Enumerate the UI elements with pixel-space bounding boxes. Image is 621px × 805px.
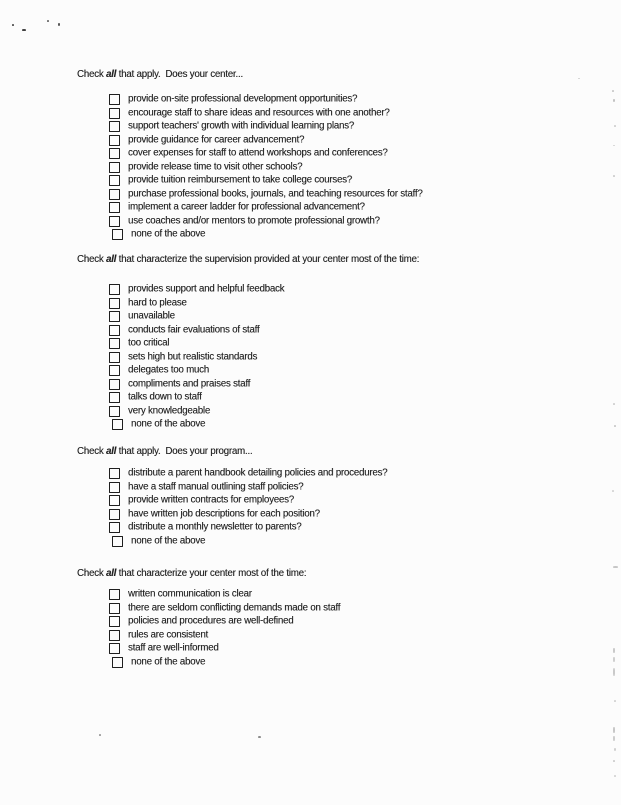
- checklist-item: [112, 656, 340, 670]
- checklist-item-label: distribute a parent handbook detailing policies and procedures?: [128, 467, 388, 479]
- checklist-item-label: cover expenses for staff to attend workshops and conferences?: [128, 147, 388, 159]
- heading-prefix: Check: [77, 69, 106, 80]
- checklist-item-label: talks down to staff: [128, 391, 202, 403]
- checkbox-icon[interactable]: [109, 338, 120, 349]
- checklist-item: [109, 602, 340, 616]
- checklist-item: [109, 508, 387, 522]
- checkbox-icon[interactable]: [109, 616, 120, 627]
- section-heading: [77, 568, 306, 580]
- checkbox-icon[interactable]: [109, 509, 120, 520]
- heading-emphasis: all: [105, 254, 117, 265]
- checklist-item-label: none of the above: [131, 535, 206, 547]
- checklist-item-label: hard to please: [128, 297, 187, 309]
- checklist-item-label: have written job descriptions for each position?: [128, 508, 320, 520]
- scan-speck: [613, 760, 615, 762]
- checklist-item: [109, 201, 423, 215]
- checkbox-icon[interactable]: [109, 392, 120, 403]
- checklist: [109, 93, 423, 242]
- scan-speck: [99, 734, 101, 736]
- scan-speck: [614, 125, 616, 127]
- checkbox-icon[interactable]: [112, 419, 123, 430]
- checklist-item-label: distribute a monthly newsletter to parents?: [128, 521, 302, 533]
- checklist-item: [109, 310, 284, 324]
- checkbox-icon[interactable]: [109, 216, 120, 227]
- pen-mark: [12, 24, 14, 26]
- checklist-item-label: provide release time to visit other schools?: [128, 161, 303, 173]
- checklist-item: [109, 337, 284, 351]
- checklist-item-label: provide tuition reimbursement to take college courses?: [128, 174, 352, 186]
- checkbox-icon[interactable]: [109, 148, 120, 159]
- heading-prefix: Check: [77, 446, 106, 457]
- checklist-item-label: there are seldom conflicting demands made on staff: [128, 602, 341, 614]
- checkbox-icon[interactable]: [109, 284, 120, 295]
- checkbox-icon[interactable]: [109, 189, 120, 200]
- heading-emphasis: all: [105, 568, 117, 579]
- checklist-item: [109, 615, 340, 629]
- checklist-item: [109, 283, 284, 297]
- scan-speck: [612, 90, 614, 92]
- checkbox-icon[interactable]: [109, 379, 120, 390]
- checklist-item-label: support teachers' growth with individual learning plans?: [128, 120, 354, 132]
- checklist-item: [109, 629, 340, 643]
- checklist-item: [109, 215, 423, 229]
- checklist-item-label: written communication is clear: [128, 588, 252, 600]
- checklist-item: [109, 134, 423, 148]
- checkbox-icon[interactable]: [109, 406, 120, 417]
- scan-speck: [613, 175, 615, 177]
- checklist-item: [109, 147, 423, 161]
- checklist-item-label: provide guidance for career advancement?: [128, 134, 305, 146]
- heading-rest: that apply. Does your program...: [116, 446, 253, 457]
- checklist-item-label: very knowledgeable: [128, 405, 211, 417]
- heading-rest: that apply. Does your center...: [116, 69, 243, 80]
- scan-speck: [612, 490, 614, 492]
- heading-emphasis: all: [105, 446, 117, 457]
- checkbox-icon[interactable]: [109, 482, 120, 493]
- section-heading: [77, 446, 252, 458]
- scan-speck: [613, 566, 618, 568]
- checklist-item-label: too critical: [128, 337, 170, 349]
- checklist: [109, 588, 340, 669]
- scan-speck: [613, 99, 615, 102]
- checklist-item-label: rules are consistent: [128, 629, 208, 641]
- checkbox-icon[interactable]: [109, 352, 120, 363]
- checklist-item: [109, 188, 423, 202]
- checklist-item: [109, 391, 284, 405]
- checklist-item-label: implement a career ladder for professional advancement?: [128, 201, 365, 213]
- checkbox-icon[interactable]: [112, 536, 123, 547]
- heading-rest: that characterize your center most of the time:: [116, 568, 307, 579]
- checklist-item-label: purchase professional books, journals, and teaching resources for staff?: [128, 188, 423, 200]
- checklist-item-label: sets high but realistic standards: [128, 351, 258, 363]
- checkbox-icon[interactable]: [109, 108, 120, 119]
- pen-mark: [47, 20, 49, 22]
- scan-speck: [614, 425, 616, 427]
- checklist-item: [112, 535, 387, 549]
- checkbox-icon[interactable]: [109, 175, 120, 186]
- checklist-item-label: provides support and helpful feedback: [128, 283, 285, 295]
- checkbox-icon[interactable]: [109, 643, 120, 654]
- scan-speck: [613, 657, 615, 662]
- checkbox-icon[interactable]: [109, 135, 120, 146]
- checklist-item-label: provide written contracts for employees?: [128, 494, 294, 506]
- checklist-item: [109, 467, 387, 481]
- checklist-item: [109, 642, 340, 656]
- checklist-item-label: none of the above: [131, 656, 206, 668]
- checklist-item-label: provide on-site professional development opportunities?: [128, 93, 358, 105]
- checkbox-icon[interactable]: [109, 589, 120, 600]
- heading-prefix: Check: [77, 568, 106, 579]
- checklist-item: [109, 174, 423, 188]
- heading-rest: that characterize the supervision provided at your center most of the time:: [116, 254, 420, 265]
- checkbox-icon[interactable]: [109, 298, 120, 309]
- checklist-item-label: conducts fair evaluations of staff: [128, 324, 260, 336]
- checklist-item-label: use coaches and/or mentors to promote professional growth?: [128, 215, 380, 227]
- checklist-item-label: none of the above: [131, 228, 206, 240]
- scan-speck: [613, 145, 615, 146]
- checkbox-icon[interactable]: [109, 325, 120, 336]
- checklist-item: [109, 405, 284, 419]
- heading-prefix: Check: [77, 254, 106, 265]
- checklist-item-label: unavailable: [128, 310, 175, 322]
- checklist-item: [109, 161, 423, 175]
- checklist-item: [109, 494, 387, 508]
- checkbox-icon[interactable]: [109, 365, 120, 376]
- checklist-item-label: compliments and praises staff: [128, 378, 251, 390]
- checklist-item-label: policies and procedures are well-defined: [128, 615, 294, 627]
- scan-speck: [613, 403, 615, 405]
- scan-speck: [258, 736, 261, 738]
- checklist-item-label: have a staff manual outlining staff policies?: [128, 481, 304, 493]
- checkbox-icon[interactable]: [109, 468, 120, 479]
- scan-speck: [614, 775, 616, 777]
- checkbox-icon[interactable]: [112, 229, 123, 240]
- scan-speck: [614, 700, 616, 702]
- checklist-item-label: none of the above: [131, 418, 206, 430]
- checklist-item-label: staff are well-informed: [128, 642, 219, 654]
- section-heading: [77, 254, 419, 266]
- checklist-item: [109, 351, 284, 365]
- checklist-item-label: encourage staff to share ideas and resources with one another?: [128, 107, 390, 119]
- checkbox-icon[interactable]: [109, 311, 120, 322]
- checkbox-icon[interactable]: [112, 657, 123, 668]
- checklist-item: [109, 521, 387, 535]
- checkbox-icon[interactable]: [109, 495, 120, 506]
- checkbox-icon[interactable]: [109, 522, 120, 533]
- checkbox-icon[interactable]: [109, 94, 120, 105]
- checkbox-icon[interactable]: [109, 121, 120, 132]
- checklist-item: [109, 107, 423, 121]
- checkbox-icon[interactable]: [109, 603, 120, 614]
- checklist-item: [109, 93, 423, 107]
- scan-speck: [613, 727, 615, 733]
- checklist-item: [109, 588, 340, 602]
- scan-speck: [613, 668, 615, 676]
- checkbox-icon[interactable]: [109, 630, 120, 641]
- scan-speck: [613, 736, 615, 741]
- checklist-item: [112, 228, 423, 242]
- section-heading: [77, 69, 243, 81]
- checklist-item: [109, 324, 284, 338]
- scan-speck: [613, 648, 615, 653]
- checklist: [109, 283, 284, 432]
- checklist: [109, 467, 387, 548]
- scan-speck: [614, 748, 616, 751]
- checklist-item: [112, 418, 284, 432]
- checklist-item: [109, 378, 284, 392]
- checklist-item: [109, 481, 387, 495]
- scan-speck: [578, 78, 580, 79]
- pen-mark: [58, 23, 60, 26]
- checklist-item: [109, 297, 284, 311]
- checklist-item: [109, 364, 284, 378]
- heading-emphasis: all: [105, 69, 117, 80]
- checkbox-icon[interactable]: [109, 162, 120, 173]
- checklist-item: [109, 120, 423, 134]
- checklist-item-label: delegates too much: [128, 364, 209, 376]
- pen-mark: [22, 29, 26, 31]
- checkbox-icon[interactable]: [109, 202, 120, 213]
